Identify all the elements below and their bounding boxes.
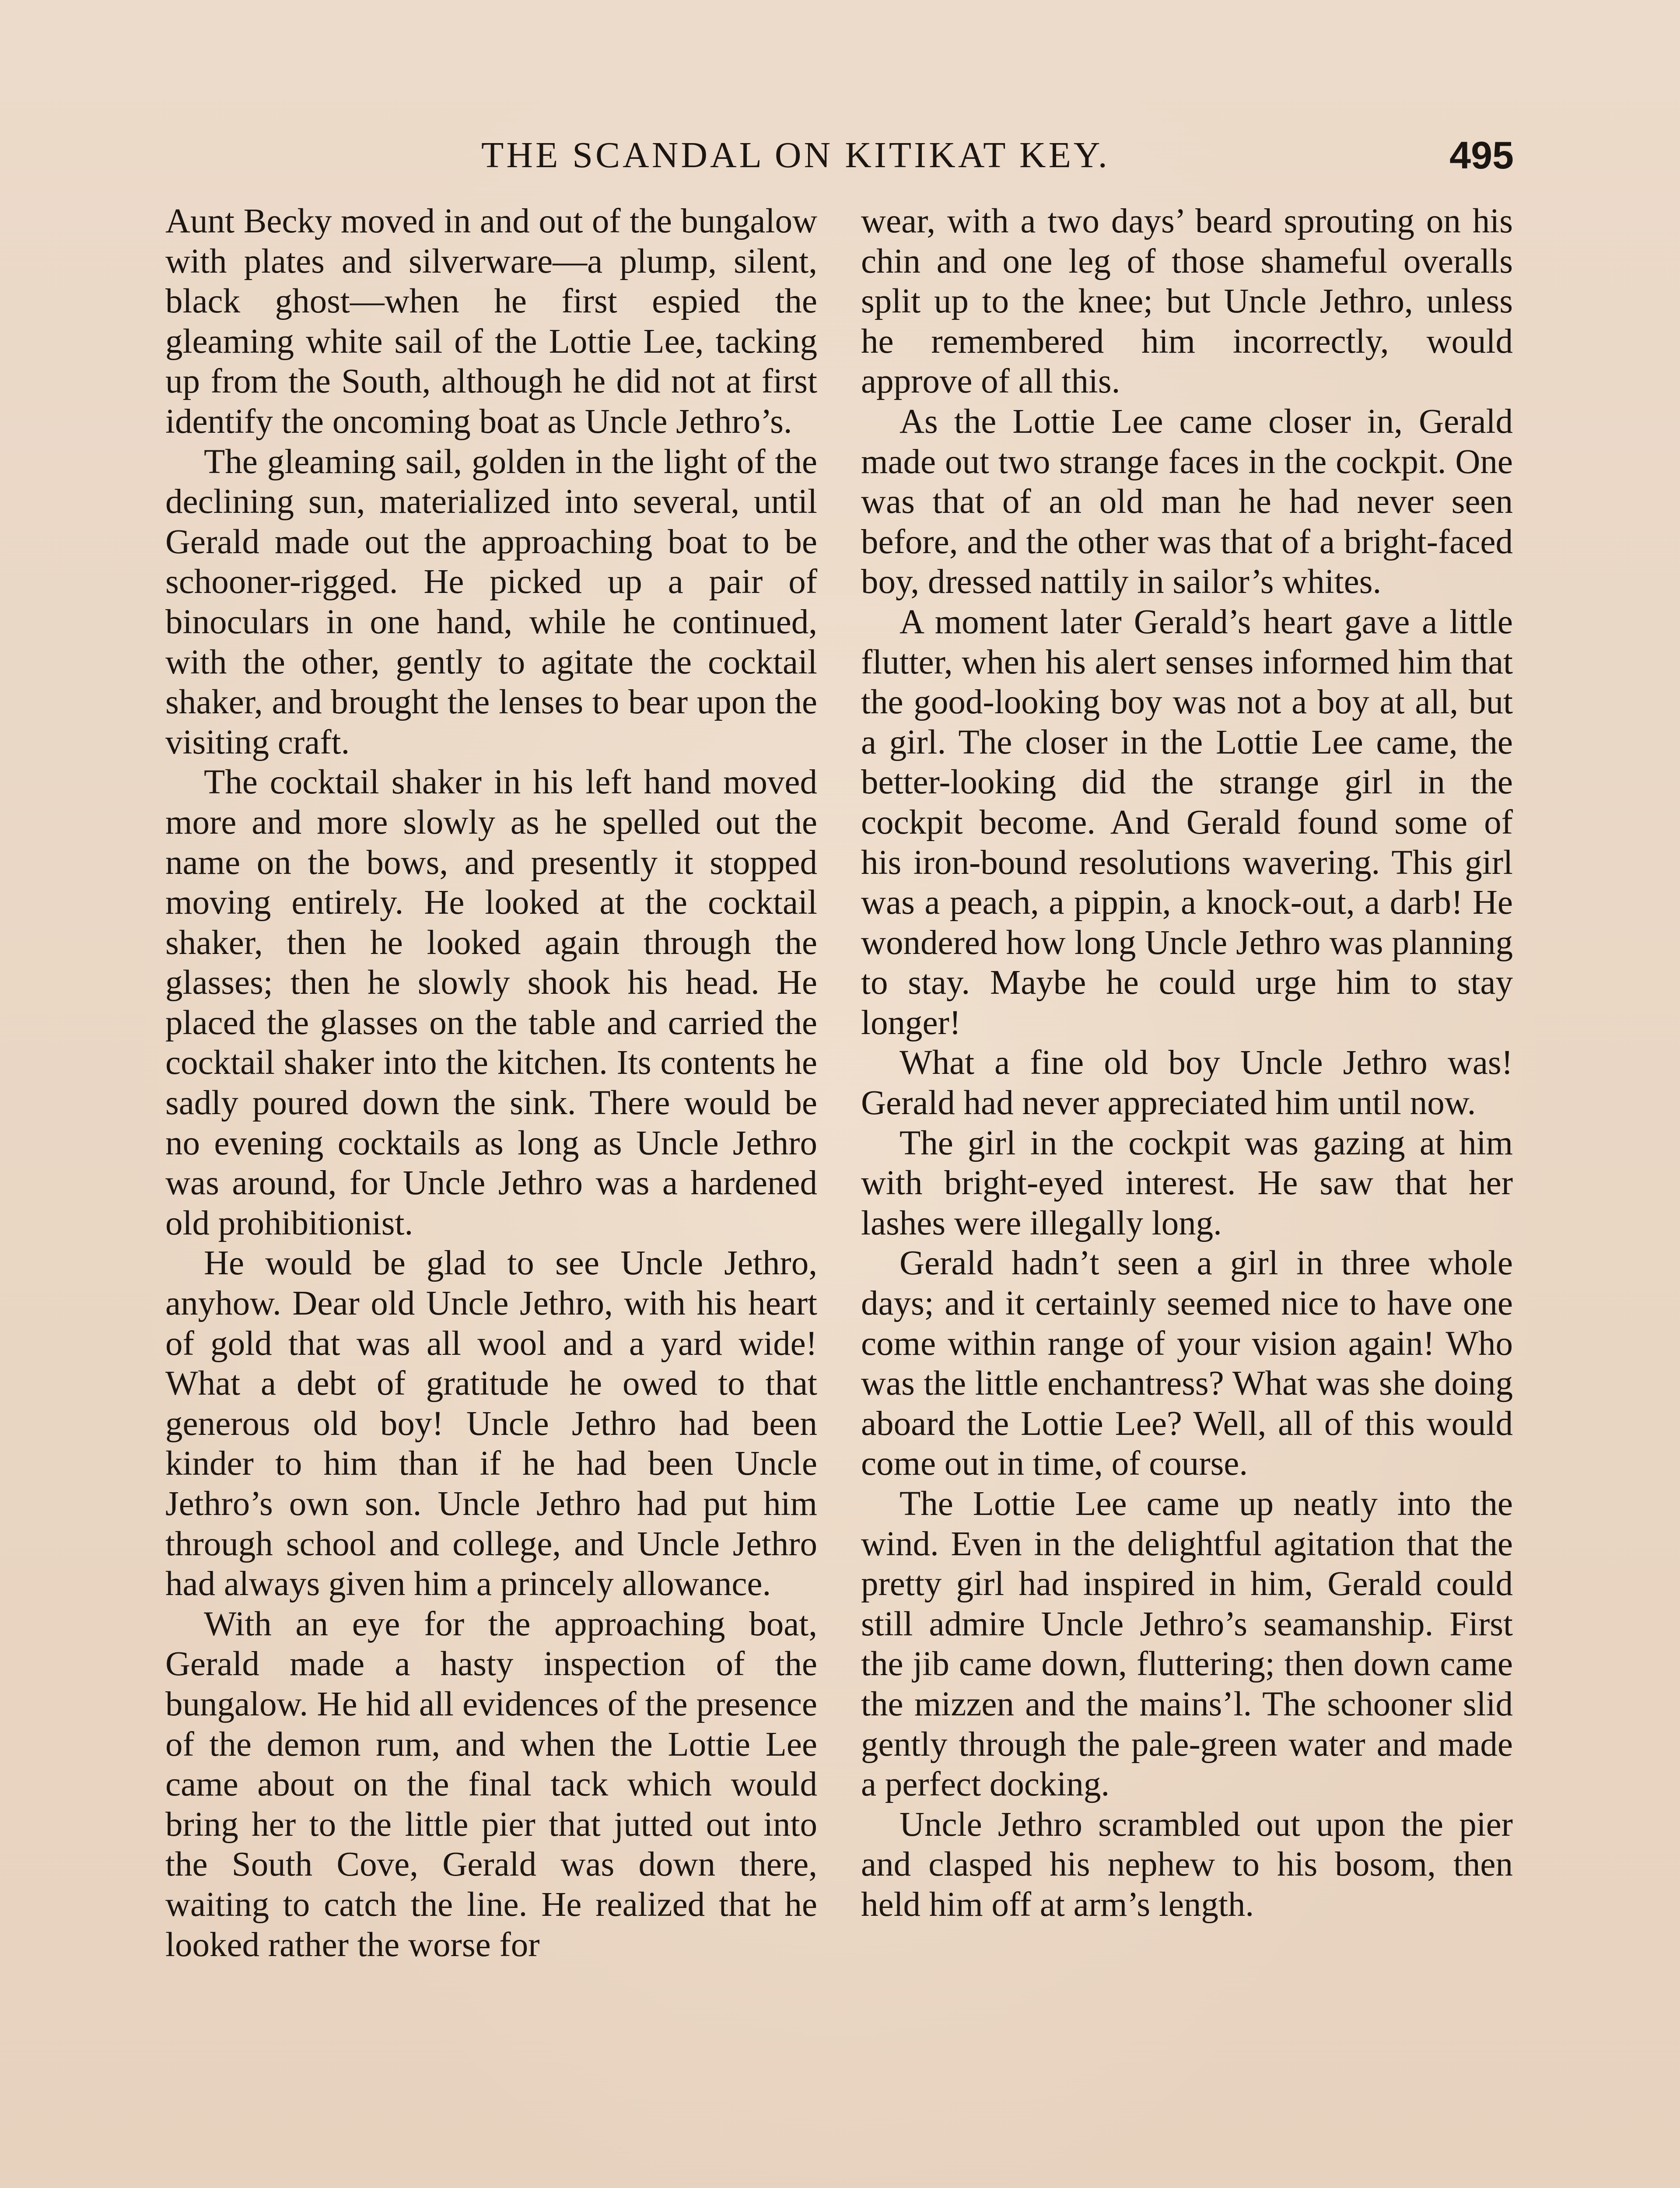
paragraph: The girl in the cockpit was gazing at him with bright-eyed interest. He saw that her lashes were illegally long. [861,1124,1513,1242]
paragraph: With an eye for the approaching boat, Gerald made a hasty inspection of the bungalow. He hid all evidences of the presence of the demon rum, and when the Lottie Lee came about on the final tack which would bring her to the little pier that jutted out into the South Cove, Gerald was down there, waiting to catch the line. He realized that he looked rather the worse for [165,1605,817,1964]
paragraph: The Lottie Lee came up neatly into the wind. Even in the delightful agitation that the pretty girl had inspired in him, Gerald could still admire Uncle Jethro’s seamanship. First the jib came down, fluttering; then down came the mizzen and the mains’l. The schooner slid gently through the pale-green water and made a perfect docking. [861,1485,1513,1804]
paragraph: Uncle Jethro scrambled out upon the pier and clasped his nephew to his bosom, then held him off at arm’s length. [861,1805,1513,1924]
paragraph: What a fine old boy Uncle Jethro was! Gerald had never appreciated him until now. [861,1044,1513,1122]
page-header [166,131,1514,179]
running-title: THE SCANDAL ON KITIKAT KEY. [481,135,1110,175]
left-column [165,201,817,1965]
paragraph: Gerald hadn’t seen a girl in three whole days; and it certainly seemed nice to have one come within range of your vision again! Who was the little enchantress? What was she doing aboard the Lottie Lee? Well, all of this would come out in time, of course. [861,1244,1513,1483]
paragraph: He would be glad to see Uncle Jethro, anyhow. Dear old Uncle Jethro, with his heart of gold that was all wool and a yard wide! What a debt of gratitude he owed to that generous old boy! Uncle Jethro had been kinder to him than if he had been Uncle Jethro’s own son. Uncle Jethro had put him through school and college, and Uncle Jethro had always given him a princely allowance. [165,1244,817,1603]
paragraph: The gleaming sail, golden in the light of the declining sun, materialized into several, until Gerald made out the approaching boat to be schooner-rigged. He picked up a pair of binoculars in one hand, while he continued, with the other, gently to agitate the cocktail shaker, and brought the lenses to bear upon the visiting craft. [165,442,817,761]
paragraph: Aunt Becky moved in and out of the bungalow with plates and silverware—a plump, silent, black ghost—when he first espied the gleaming white sail of the Lottie Lee, tacking up from the South, although he did not at first identify the oncoming boat as Uncle Jethro’s. [165,202,817,441]
paragraph: The cocktail shaker in his left hand moved more and more slowly as he spelled out the name on the bows, and presently it stopped moving entirely. He looked at the cocktail shaker, then he looked again through the glasses; then he slowly shook his head. He placed the glasses on the table and carried the cocktail shaker into the kitchen. Its contents he sadly poured down the sink. There would be no evening cocktails as long as Uncle Jethro was around, for Uncle Jethro was a hardened old prohibitionist. [165,763,817,1242]
right-column [861,201,1513,1925]
paragraph: wear, with a two days’ beard sprouting on his chin and one leg of those shameful overalls split up to the knee; but Uncle Jethro, unless he remembered him incorrectly, would approve of all this. [861,202,1513,401]
page-number: 495 [1449,133,1514,177]
paragraph: As the Lottie Lee came closer in, Gerald made out two strange faces in the cockpit. One was that of an old man he had never seen before, and the other was that of a bright-faced boy, dressed nattily in sailor’s whites. [861,402,1513,601]
paragraph: A moment later Gerald’s heart gave a little flutter, when his alert senses informed him that the good-looking boy was not a boy at all, but a girl. The closer in the Lottie Lee came, the better-looking did the strange girl in the cockpit become. And Gerald found some of his iron-bound resolutions wavering. This girl was a peach, a pippin, a knock-out, a darb! He wondered how long Uncle Jethro was planning to stay. Maybe he could urge him to stay longer! [861,603,1513,1042]
